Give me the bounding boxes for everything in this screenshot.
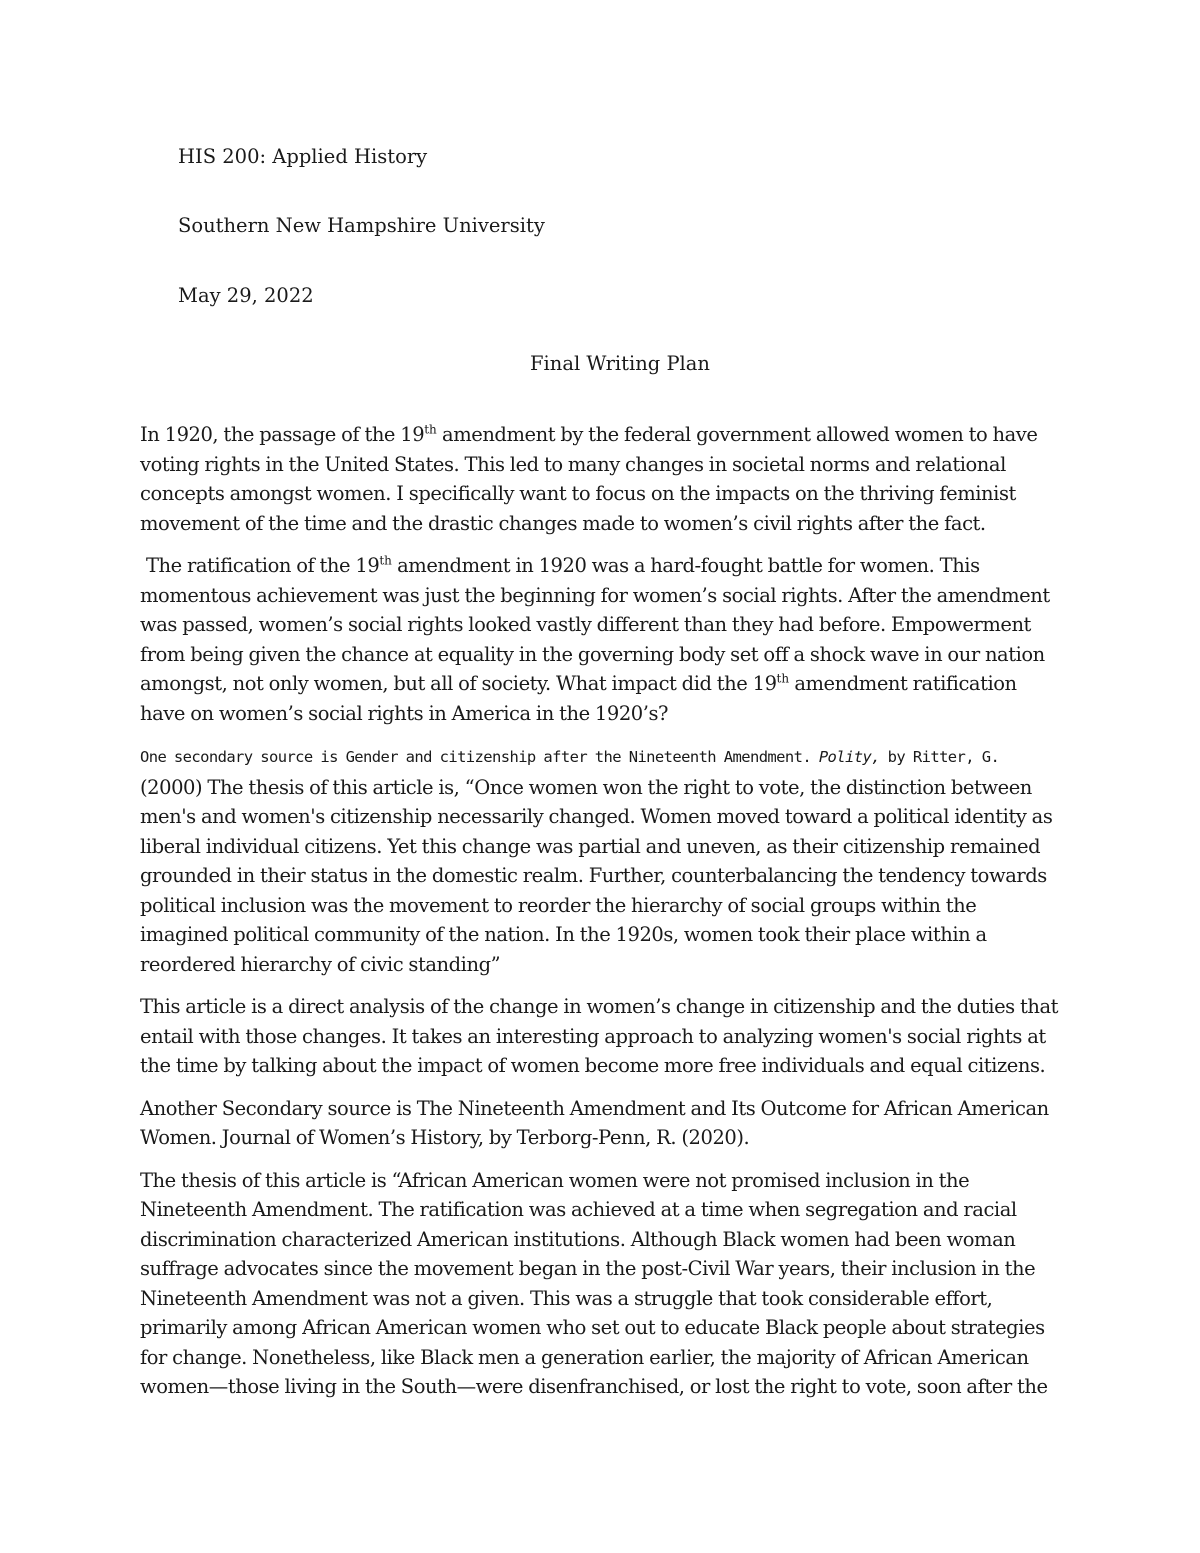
- superscript-th: th: [776, 671, 790, 686]
- source-one-lead: [140, 748, 999, 766]
- paragraph-intro-text-b: amendment by the federal government allowed women to have voting rights in the United States. This led to many changes in societal norms and relational concepts amongst women. I specifically want to focus on the impacts on the thriving feminist movement of the time and the drastic changes made to women’s civil rights after the fact.: [140, 423, 1038, 535]
- paragraph-source-one-analysis: This article is a direct analysis of the change in women’s change in citizenship and the duties that entail with those changes. It takes an interesting approach to analyzing women's social rights at the time by talking about the impact of women become more free individuals and equal citizens.: [140, 995, 1059, 1077]
- institution-line: Southern New Hampshire University: [178, 214, 545, 237]
- document-body: [140, 420, 1065, 1415]
- date-line: May 29, 2022: [178, 284, 314, 307]
- superscript-th: th: [424, 422, 437, 437]
- source-one-lead-text: One secondary source is Gender and citizenship after the Nineteenth Amendment.: [140, 748, 812, 766]
- paragraph-rq-text-b: amendment in 1920 was a hard-fought battle for women. This momentous achievement was just the beginning for women’s social rights. After the amendment was passed, women’s social rights looked vastly different than they had before. Empowerment from being given the chance at equality in the governing body set off a shock wave in our nation amongst, not only women, but all of society. What impact did the 19: [140, 554, 1050, 695]
- superscript-th: th: [379, 553, 392, 568]
- paragraph-source-two-thesis: The thesis of this article is “African American women were not promised inclusion in the Nineteenth Amendment. The ratification was achieved at a time when segregation and racial discrimination characterized American institutions. Although Black women had been woman suffrage advocates since the movement began in the post-Civil War years, their inclusion in the Nineteenth Amendment was not a given. This was a struggle that took considerable effort, primarily among African American women who set out to educate Black people about strategies for change. Nonetheless, like Black men a generation earlier, the majority of African American women—those living in the South—were disenfranchised, or lost the right to vote, soon after the: [140, 1168, 1048, 1398]
- source-one-author: by Ritter, G.: [879, 748, 1000, 766]
- paragraph-source-one: [140, 741, 1065, 979]
- paragraph-intro: [140, 420, 1065, 538]
- paragraph-rq-text-c: amendment ratification have on women’s social rights in America in the 1920’s?: [140, 672, 1017, 725]
- course-line: HIS 200: Applied History: [178, 145, 428, 168]
- paragraph-research-question: [140, 551, 1065, 728]
- source-one-thesis: (2000) The thesis of this article is, “Once women won the right to vote, the distinction between men's and women's citizenship necessarily changed. Women moved toward a political identity as liberal individual citizens. Yet this change was partial and uneven, as their citizenship remained grounded in their status in the domestic realm. Further, counterbalancing the tendency towards political inclusion was the movement to reorder the hierarchy of social groups within the imagined political community of the nation. In the 1920s, women took their place within a reordered hierarchy of civic standing”: [140, 775, 1053, 976]
- document-title: Final Writing Plan: [530, 352, 710, 375]
- source-one-journal: Polity,: [818, 748, 880, 766]
- paragraph-source-two: Another Secondary source is The Nineteenth Amendment and Its Outcome for African American Women. Journal of Women’s History, by Terborg-Penn, R. (2020).: [140, 1096, 1049, 1149]
- paragraph-rq-text-a: The ratification of the 19: [146, 554, 380, 577]
- paragraph-intro-text-a: In 1920, the passage of the 19: [140, 423, 425, 446]
